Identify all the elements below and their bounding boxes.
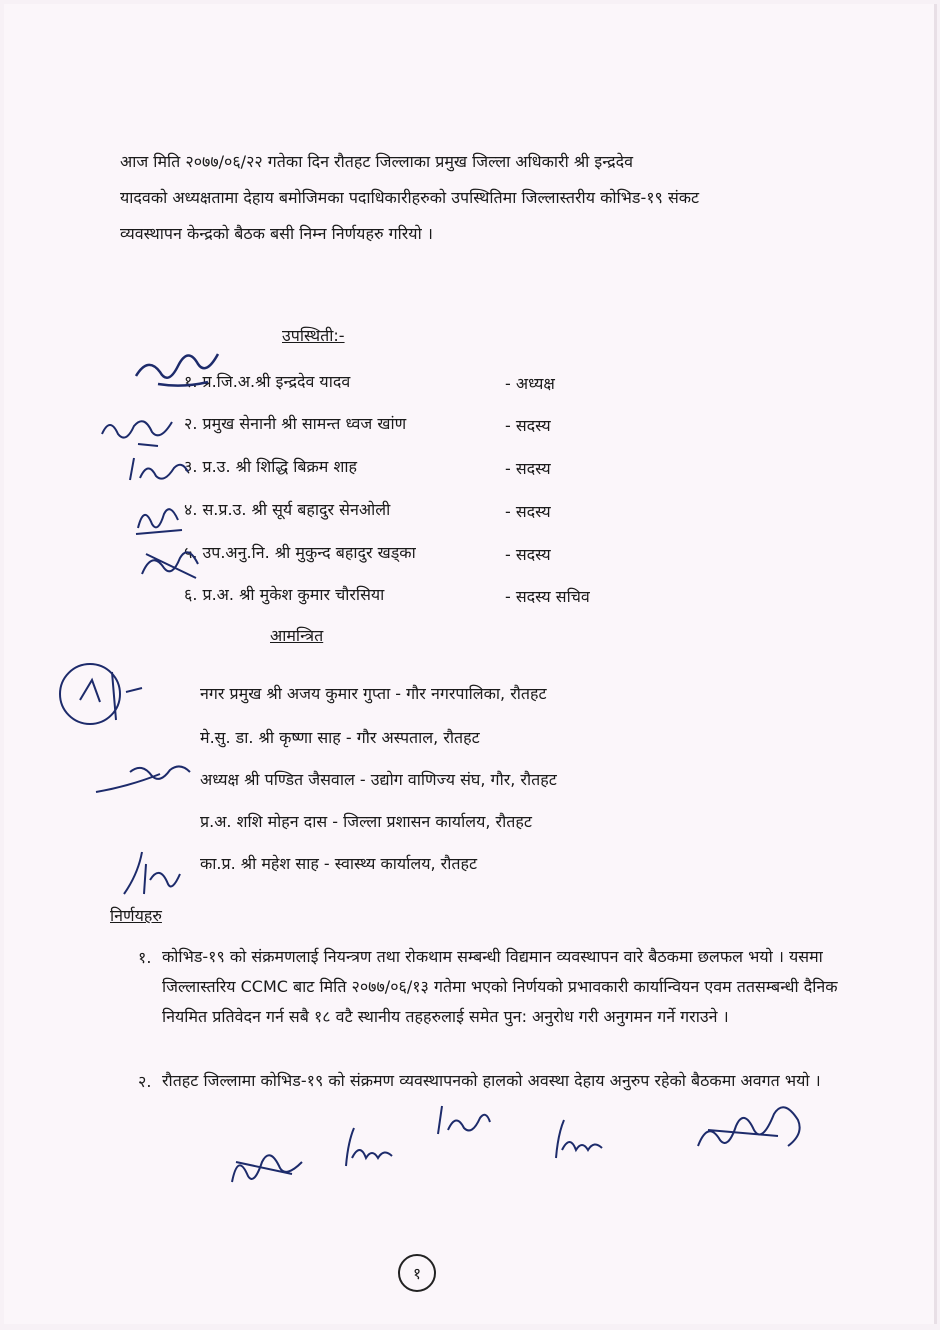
- member-name-5: ५. उप.अनु.नि. श्री मुकुन्द बहादुर खड्का: [184, 543, 416, 562]
- intro-line-1: आज मिति २०७७/०६/२२ गतेका दिन रौतहट जिल्लाका प्रमुख जिल्ला अधिकारी श्री इन्द्रदेव: [120, 152, 634, 171]
- member-role-2: - सदस्य: [505, 416, 551, 435]
- invitee-1: नगर प्रमुख श्री अजय कुमार गुप्ता - गौर नगरपालिका, रौतहट: [200, 684, 547, 703]
- signature-bottom-5: [688, 1090, 808, 1160]
- member-name-3: ३. प्र.उ. श्री शिद्धि बिक्रम शाह: [184, 457, 357, 476]
- decisions-heading: निर्णयहरु: [110, 906, 162, 925]
- decision-text-1: कोभिड-१९ को संक्रमणलाई नियन्त्रण तथा रोकथाम सम्बन्धी विद्यमान व्यवस्थापन वारे बैठकमा छलफल भयो । यसमा जिल्लास्तरिय CCMC बाट मिति २०७७/०६/१३ गतेमा भएको निर्णयको प्रभावकारी कार्यान्वियन एवम ततसम्बन्धी दैनिक नियमित प्रतिवेदन गर्न सबै १८ वटै स्थानीय तहहरुलाई समेत पुन: अनुरोध गरी अनुगमन गर्ने गराउने ।: [162, 947, 838, 1026]
- invitee-5: का.प्र. श्री महेश साह - स्वास्थ्य कार्यालय, रौतहट: [200, 854, 478, 873]
- intro-line-3: व्यवस्थापन केन्द्रको बैठक बसी निम्न निर्णयहरु गरियो ।: [120, 224, 433, 243]
- page-number: १: [398, 1254, 436, 1292]
- signature-member-2: [98, 404, 188, 454]
- member-name-2: २. प्रमुख सेनानी श्री सामन्त ध्वज खांण: [184, 414, 407, 433]
- member-role-3: - सदस्य: [505, 459, 551, 478]
- decision-text-2: रौतहट जिल्लामा कोभिड-१९ को संक्रमण व्यवस्थापनको हालको अवस्था देहाय अनुरुप रहेको बैठकमा अवगत भयो ।: [162, 1071, 821, 1090]
- decision-number-1: १.: [138, 948, 152, 967]
- signature-member-3: [124, 450, 194, 490]
- signature-bottom-4: [548, 1110, 608, 1166]
- member-role-4: - सदस्य: [505, 502, 551, 521]
- intro-line-2: यादवको अध्यक्षतामा देहाय बमोजिमका पदाधिकारीहरुको उपस्थितिमा जिल्लास्तरीय कोभिड-१९ संकट: [120, 188, 700, 207]
- signature-chairman: [128, 336, 228, 396]
- member-role-6: - सदस्य सचिव: [505, 587, 590, 606]
- signature-bottom-2: [338, 1118, 398, 1174]
- member-name-4: ४. स.प्र.उ. श्री सूर्य बहादुर सेनओली: [184, 500, 391, 519]
- decision-number-2: २.: [138, 1072, 152, 1091]
- invitee-2: मे.सु. डा. श्री कृष्णा साह - गौर अस्पताल, रौतहट: [200, 728, 480, 747]
- member-name-6: ६. प्र.अ. श्री मुकेश कुमार चौरसिया: [184, 585, 385, 604]
- attendance-heading: उपस्थिती:-: [282, 326, 345, 345]
- signature-invitee-5: [118, 844, 188, 904]
- invited-heading: आमन्त्रित: [270, 626, 324, 645]
- invitee-3: अध्यक्ष श्री पण्डित जैसवाल - उद्योग वाणिज्य संघ, गौर, रौतहट: [200, 770, 557, 789]
- signature-invitee-1: [52, 652, 162, 732]
- signature-member-4: [130, 494, 190, 538]
- member-name-1: १. प्र.जि.अ.श्री इन्द्रदेव यादव: [184, 372, 351, 391]
- signature-bottom-1: [222, 1132, 312, 1192]
- invitee-4: प्र.अ. शशि मोहन दास - जिल्ला प्रशासन कार्यालय, रौतहट: [200, 812, 532, 831]
- signature-bottom-3: [432, 1100, 492, 1140]
- signature-invitee-3: [90, 758, 200, 798]
- member-role-5: - सदस्य: [505, 545, 551, 564]
- signature-member-5: [136, 534, 206, 584]
- member-role-1: - अध्यक्ष: [505, 374, 555, 393]
